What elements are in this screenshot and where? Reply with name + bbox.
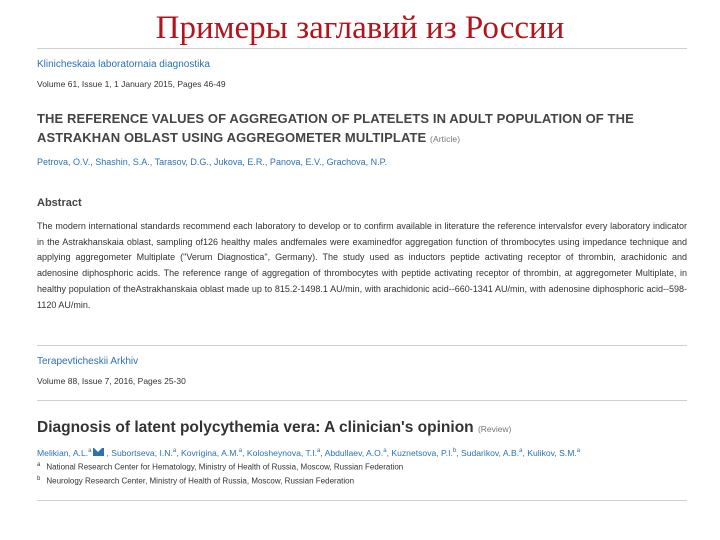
article-title	[37, 419, 687, 437]
affiliation-marker: b	[452, 448, 457, 455]
affiliation-marker: a	[238, 448, 243, 455]
author-link[interactable]: Kovrigina, A.M.	[180, 448, 239, 459]
author-link[interactable]: Sudarikov, A.B.	[460, 448, 520, 459]
affiliation-marker: a	[519, 448, 523, 455]
author-link[interactable]: Subortseva, I.N.	[111, 448, 173, 459]
email-icon[interactable]	[93, 448, 104, 456]
affiliation-marker: a	[316, 448, 321, 455]
journal-name-link[interactable]: Terapevticheskii Arkhiv	[37, 356, 139, 368]
abstract-heading: Abstract	[37, 197, 82, 209]
affiliation-marker: a	[88, 448, 92, 455]
divider	[37, 48, 687, 49]
authors-list[interactable]: Petrova, O.V., Shashin, S.A., Tarasov, D.G., Jukova, E.R., Panova, E.V., Grachova, N.P.	[37, 157, 388, 167]
volume-info: Volume 88, Issue 7, 2016, Pages 25-30	[37, 376, 186, 387]
document-type: (Review)	[477, 424, 512, 435]
author-link[interactable]: Kuznetsova, P.I.	[391, 448, 453, 459]
affiliation-marker: a	[37, 462, 41, 469]
journal-name-link[interactable]: Klinicheskaia laboratornaia diagnostika	[37, 59, 210, 70]
affiliation-marker: a	[172, 448, 177, 455]
affiliation-text: National Research Center for Hematology, Ministry of Health of Russia, Moscow, Russian Federation	[46, 462, 404, 472]
affiliation-item	[37, 462, 687, 472]
volume-info: Volume 61, Issue 1, 1 January 2015, Pages 46-49	[37, 79, 226, 89]
article-title-text: THE REFERENCE VALUES OF AGGREGATION OF PLATELETS IN ADULT POPULATION OF THE ASTRAKHAN OBLAST USING AGGREGOMETER MULTIPLATE	[37, 111, 634, 145]
affiliation-text: Neurology Research Center, Ministry of Health of Russia, Moscow, Russian Federation	[46, 476, 355, 486]
article-title-text: Diagnosis of latent polycythemia vera: A clinician's opinion	[37, 419, 474, 437]
divider	[37, 500, 687, 501]
authors-list: Melikian, A.L.$^a$ , Subortseva, I.N.$^a$, Kovrigina, A.M.$^a$, Kolosheynova, T.I.$^a$, Abdullaev, A.O.$^a$, Kuznetsova, P.I.$^b$, Sudarikov, A.B.$^a$, Kulikov, S.M.$^a$	[37, 448, 581, 459]
author-link[interactable]: Kulikov, S.M.	[527, 448, 577, 459]
author-link[interactable]: Melikian, A.L.	[37, 448, 89, 459]
affiliation-item	[37, 476, 687, 486]
content	[37, 48, 687, 501]
affiliation-marker: b	[37, 475, 41, 482]
author-link[interactable]: Kolosheynova, T.I.	[246, 448, 317, 459]
article-title	[37, 109, 687, 149]
divider	[37, 345, 687, 346]
slide-title: Примеры заглавий из России	[155, 10, 565, 46]
abstract-text: The modern international standards recommend each laboratory to develop or to confirm available in literature the reference intervalsfor every laboratory indicator in the Astrakhanskaia oblast, sampling of126 healthy males andfemales were examinedfor aggregation function of thrombocytes using impedance technique and applying aggregometer Multiplate ("Verum Diagnostica", Germany). The study used as inductors peptide activating receptor of thrombin, arachidonic and adenosine diphosphoric acids. The reference range of aggregation of thrombocytes with peptide activating receptor of thrombin, at aggregometer Multiplate, in healthy population of theAstrakhanskaia oblast made up to 815.2-1498.1 AU/min, with arachidonic acid--660-1341 AU/min, with adenosine diphosphoric acid--598-1120 AU/min.	[37, 221, 687, 310]
affiliation-marker: a	[576, 448, 581, 455]
divider	[37, 400, 687, 401]
author-link[interactable]: Abdullaev, A.O.	[324, 448, 384, 459]
document-type: (Article)	[430, 134, 461, 144]
affiliations	[37, 462, 687, 485]
affiliation-marker: a	[383, 448, 387, 455]
